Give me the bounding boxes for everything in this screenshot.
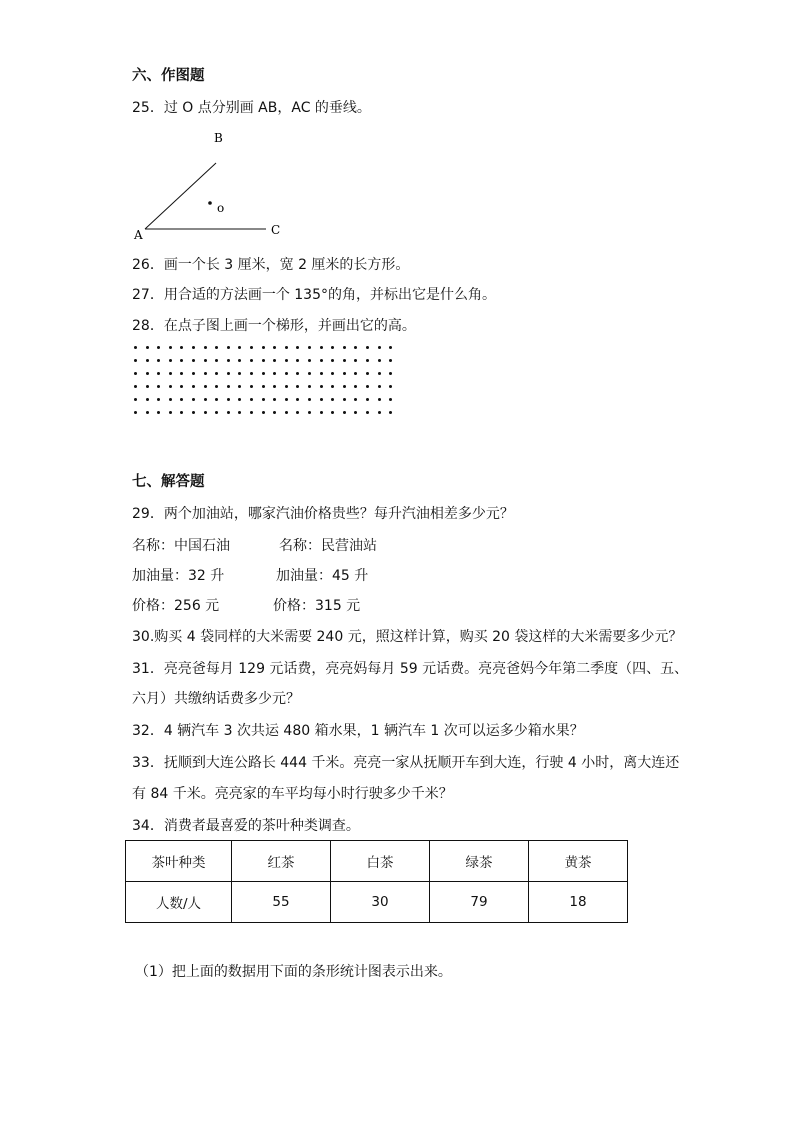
grid-dot: [204, 346, 207, 349]
question-34-sub1: （1）把上面的数据用下面的条形统计图表示出来。: [135, 964, 452, 980]
grid-dot: [331, 411, 334, 414]
grid-dot: [320, 372, 323, 375]
grid-dot: [157, 398, 160, 401]
grid-dot: [180, 398, 183, 401]
label-b: B: [214, 131, 223, 145]
grid-dot: [157, 385, 160, 388]
grid-dot: [204, 398, 207, 401]
label-a: A: [134, 228, 143, 242]
question-32: 32．4 辆汽车 3 次共运 480 箱水果，1 辆汽车 1 次可以运多少箱水果？: [132, 723, 584, 739]
grid-dot: [331, 398, 334, 401]
grid-dot: [215, 398, 218, 401]
grid-dot: [227, 385, 230, 388]
grid-dot: [134, 346, 137, 349]
grid-dot: [262, 346, 265, 349]
grid-dot: [343, 398, 346, 401]
grid-dot: [146, 411, 149, 414]
grid-dot: [250, 372, 253, 375]
grid-dot: [285, 359, 288, 362]
grid-dot: [273, 411, 276, 414]
grid-dot: [378, 372, 381, 375]
station1-volume: 加油量：32 升: [132, 568, 225, 584]
label-o: o: [217, 201, 225, 215]
question-30: 30.购买 4 袋同样的大米需要 240 元，照这样计算，购买 20 袋这样的大米需要多少元？: [132, 629, 683, 645]
grid-dot: [146, 359, 149, 362]
question-33-line2: 有 84 千米。亮亮家的车平均每小时行驶多少千米？: [132, 786, 453, 802]
grid-dot: [296, 372, 299, 375]
grid-dot: [285, 411, 288, 414]
grid-dot: [378, 346, 381, 349]
grid-dot: [192, 385, 195, 388]
grid-dot: [134, 385, 137, 388]
grid-dot: [157, 411, 160, 414]
table-cell: 黄茶: [529, 841, 628, 882]
grid-dot: [354, 398, 357, 401]
table-cell: 茶叶种类: [126, 841, 232, 882]
grid-dot: [285, 398, 288, 401]
grid-dot: [296, 346, 299, 349]
station2-volume: 加油量：45 升: [276, 568, 369, 584]
grid-dot: [308, 359, 311, 362]
grid-dot: [262, 372, 265, 375]
grid-dot: [157, 359, 160, 362]
grid-dot: [366, 411, 369, 414]
grid-dot: [192, 372, 195, 375]
grid-dot: [169, 359, 172, 362]
grid-dot: [366, 346, 369, 349]
grid-dot: [180, 411, 183, 414]
table-cell: 18: [529, 882, 628, 923]
grid-dot: [204, 372, 207, 375]
grid-dot: [227, 411, 230, 414]
tea-survey-table: [125, 840, 628, 923]
grid-dot: [308, 398, 311, 401]
grid-dot: [238, 359, 241, 362]
table-cell: 红茶: [232, 841, 331, 882]
grid-dot: [262, 411, 265, 414]
table-cell: 绿茶: [430, 841, 529, 882]
grid-dot: [366, 359, 369, 362]
grid-dot: [296, 385, 299, 388]
grid-dot: [146, 346, 149, 349]
question-29: 29．两个加油站，哪家汽油价格贵些？每升汽油相差多少元？: [132, 506, 514, 522]
grid-dot: [180, 359, 183, 362]
grid-dot: [250, 385, 253, 388]
grid-dot: [204, 411, 207, 414]
grid-dot: [343, 372, 346, 375]
grid-dot: [366, 398, 369, 401]
grid-dot: [320, 385, 323, 388]
grid-dot: [157, 372, 160, 375]
question-26: 26．画一个长 3 厘米，宽 2 厘米的长方形。: [132, 257, 410, 273]
grid-dot: [204, 359, 207, 362]
grid-dot: [215, 411, 218, 414]
grid-dot: [296, 359, 299, 362]
grid-dot: [320, 346, 323, 349]
grid-dot: [389, 385, 392, 388]
grid-dot: [273, 385, 276, 388]
table-header-row: [126, 841, 628, 882]
grid-dot: [331, 372, 334, 375]
table-cell: 30: [331, 882, 430, 923]
grid-dot: [192, 411, 195, 414]
grid-dot: [354, 411, 357, 414]
grid-dot: [215, 346, 218, 349]
grid-dot: [134, 359, 137, 362]
grid-dot: [169, 372, 172, 375]
grid-dot: [250, 359, 253, 362]
grid-dot: [134, 411, 137, 414]
grid-dot: [204, 385, 207, 388]
grid-dot: [308, 411, 311, 414]
grid-dot: [285, 385, 288, 388]
station1-price: 价格：256 元: [132, 598, 220, 614]
table-cell: 人数/人: [126, 882, 232, 923]
grid-dot: [389, 359, 392, 362]
station2-name: 名称：民营油站: [279, 538, 377, 554]
grid-dot: [180, 372, 183, 375]
grid-dot: [366, 372, 369, 375]
grid-dot: [366, 385, 369, 388]
grid-dot: [250, 411, 253, 414]
grid-dot: [308, 385, 311, 388]
grid-dot: [273, 359, 276, 362]
grid-dot: [146, 372, 149, 375]
grid-dot: [227, 346, 230, 349]
grid-dot: [238, 411, 241, 414]
grid-dot: [308, 372, 311, 375]
table-cell: 79: [430, 882, 529, 923]
grid-dot: [285, 372, 288, 375]
question-33-line1: 33．抚顺到大连公路长 444 千米。亮亮一家从抚顺开车到大连，行驶 4 小时，离大连还: [132, 755, 680, 771]
grid-dot: [378, 398, 381, 401]
grid-dot: [146, 385, 149, 388]
grid-dot: [308, 346, 311, 349]
grid-dot: [215, 385, 218, 388]
grid-dot: [320, 359, 323, 362]
section-six-heading: 六、作图题: [132, 68, 205, 84]
grid-dot: [238, 346, 241, 349]
question-31-line1: 31．亮亮爸每月 129 元话费，亮亮妈每月 59 元话费。亮亮爸妈今年第二季度（四、五、: [132, 661, 689, 677]
grid-dot: [238, 372, 241, 375]
station2-price: 价格：315 元: [273, 598, 361, 614]
grid-dot: [354, 359, 357, 362]
table-cell: 白茶: [331, 841, 430, 882]
grid-dot: [378, 411, 381, 414]
grid-dot: [354, 385, 357, 388]
grid-dot: [169, 398, 172, 401]
grid-dot: [320, 411, 323, 414]
question-27: 27．用合适的方法画一个 135°的角，并标出它是什么角。: [132, 287, 496, 303]
grid-dot: [215, 372, 218, 375]
grid-dot: [343, 359, 346, 362]
grid-dot: [262, 385, 265, 388]
grid-dot: [180, 385, 183, 388]
grid-dot: [331, 385, 334, 388]
grid-dot: [169, 411, 172, 414]
grid-dot: [273, 398, 276, 401]
grid-dot: [238, 398, 241, 401]
table-cell: 55: [232, 882, 331, 923]
grid-dot: [250, 346, 253, 349]
grid-dot: [331, 346, 334, 349]
table-row: [126, 882, 628, 923]
grid-dot: [146, 398, 149, 401]
grid-dot: [227, 398, 230, 401]
grid-dot: [134, 372, 137, 375]
grid-dot: [389, 372, 392, 375]
grid-dot: [169, 346, 172, 349]
grid-dot: [354, 372, 357, 375]
grid-dot: [273, 346, 276, 349]
segment-ab: [145, 163, 216, 229]
station1-name: 名称：中国石油: [132, 538, 230, 554]
grid-dot: [192, 398, 195, 401]
grid-dot: [389, 346, 392, 349]
grid-dot: [262, 398, 265, 401]
grid-dot: [378, 359, 381, 362]
grid-dot: [157, 346, 160, 349]
grid-dot: [389, 398, 392, 401]
grid-dot: [238, 385, 241, 388]
label-c: C: [271, 223, 281, 237]
grid-dot: [296, 411, 299, 414]
section-seven-heading: 七、解答题: [132, 474, 205, 490]
grid-dot: [250, 398, 253, 401]
grid-dot: [331, 359, 334, 362]
grid-dot: [273, 372, 276, 375]
grid-dot: [227, 372, 230, 375]
grid-dot: [296, 398, 299, 401]
grid-dot: [227, 359, 230, 362]
grid-dot: [192, 346, 195, 349]
question-28: 28．在点子图上画一个梯形，并画出它的高。: [132, 318, 416, 334]
grid-dot: [192, 359, 195, 362]
question-31-line2: 六月）共缴纳话费多少元？: [132, 691, 300, 707]
grid-dot: [180, 346, 183, 349]
grid-dot: [262, 359, 265, 362]
grid-dot: [215, 359, 218, 362]
grid-dot: [343, 385, 346, 388]
question-34: 34．消费者最喜爱的茶叶种类调查。: [132, 818, 360, 834]
angle-figure: [128, 126, 298, 244]
point-o: [208, 201, 212, 205]
grid-dot: [169, 385, 172, 388]
grid-dot: [320, 398, 323, 401]
grid-dot: [354, 346, 357, 349]
question-25: 25．过 O 点分别画 AB，AC 的垂线。: [132, 100, 371, 116]
grid-dot: [343, 411, 346, 414]
grid-dot: [378, 385, 381, 388]
grid-dot: [285, 346, 288, 349]
grid-dot: [343, 346, 346, 349]
grid-dot: [134, 398, 137, 401]
grid-dot: [389, 411, 392, 414]
